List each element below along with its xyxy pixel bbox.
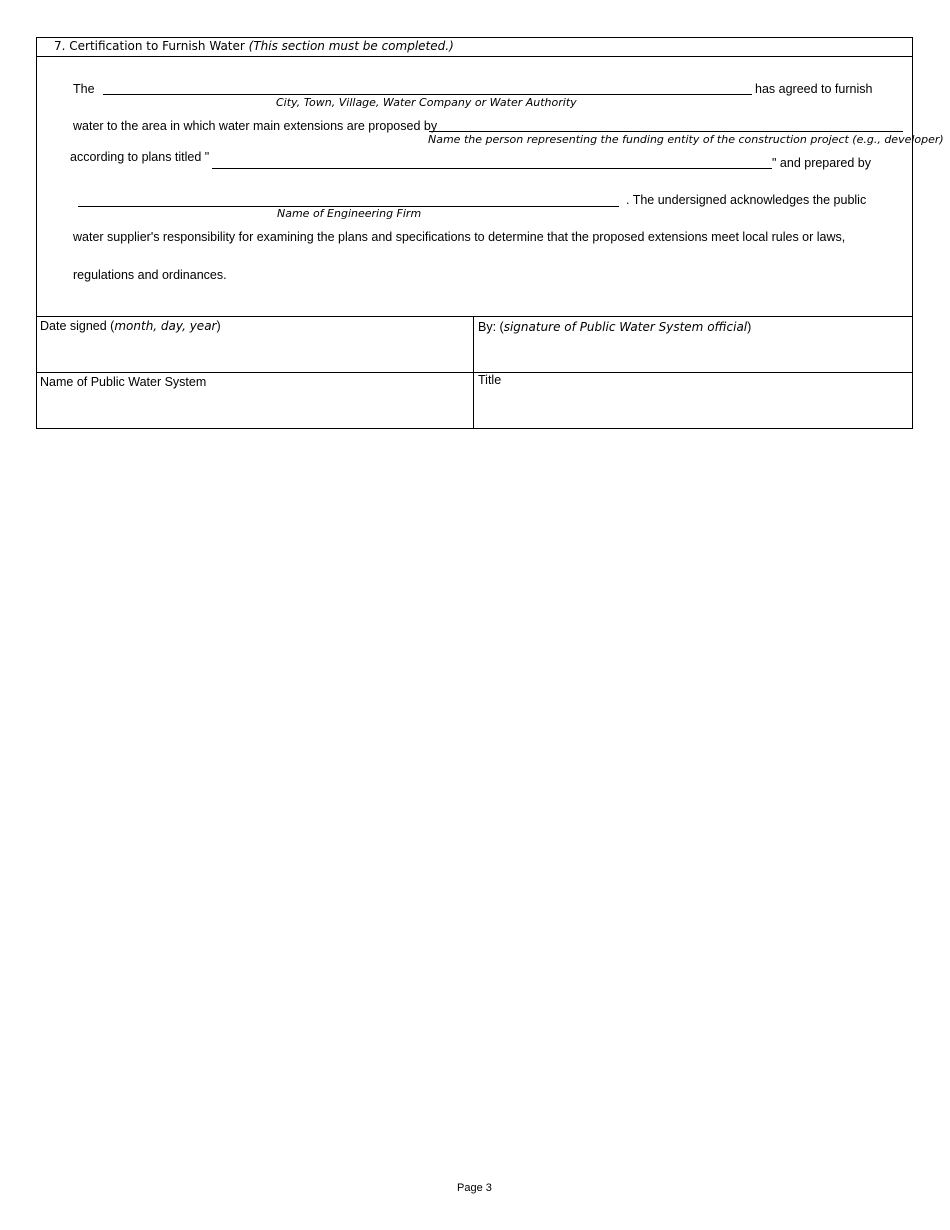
section-note: (This section must be completed.) [248, 39, 454, 53]
signature-cell[interactable] [473, 316, 913, 373]
text-according-to: according to plans titled " [70, 150, 210, 164]
signature-label: By: (signature of Public Water System official) [478, 320, 752, 334]
public-water-system-cell[interactable] [36, 372, 474, 429]
title-cell[interactable] [473, 372, 913, 429]
date-signed-cell[interactable] [36, 316, 474, 373]
text-has-agreed: has agreed to furnish [755, 82, 873, 96]
funding-entity-input[interactable] [429, 115, 901, 131]
title-label: Title [478, 373, 502, 387]
water-supplier-line [103, 94, 752, 95]
text-regulations: regulations and ordinances. [73, 268, 227, 282]
funding-entity-caption: Name the person representing the funding entity of the construction project (e.g., developer) [428, 133, 944, 146]
text-the: The [73, 82, 95, 96]
date-signed-label: Date signed (month, day, year) [40, 319, 221, 333]
plans-title-line [212, 168, 772, 169]
text-prepared-by: " and prepared by [772, 156, 871, 170]
funding-entity-line [429, 131, 903, 132]
section-header [36, 37, 913, 57]
text-water-area: water to the area in which water main extensions are proposed by [73, 119, 438, 133]
public-water-system-label: Name of Public Water System [40, 375, 207, 389]
water-supplier-caption: City, Town, Village, Water Company or Water Authority [276, 96, 577, 109]
section-title: 7. Certification to Furnish Water (This section must be completed.) [54, 39, 454, 53]
plans-title-input[interactable] [212, 152, 771, 168]
text-responsibility: water supplier's responsibility for examining the plans and specifications to determine that the proposed extensions meet local rules or laws, [73, 230, 846, 244]
page-number: Page 3 [457, 1182, 492, 1194]
water-supplier-input[interactable] [103, 78, 751, 94]
engineering-firm-input[interactable] [78, 190, 618, 206]
engineering-firm-caption: Name of Engineering Firm [277, 207, 422, 220]
text-acknowledges: . The undersigned acknowledges the public [626, 193, 867, 207]
